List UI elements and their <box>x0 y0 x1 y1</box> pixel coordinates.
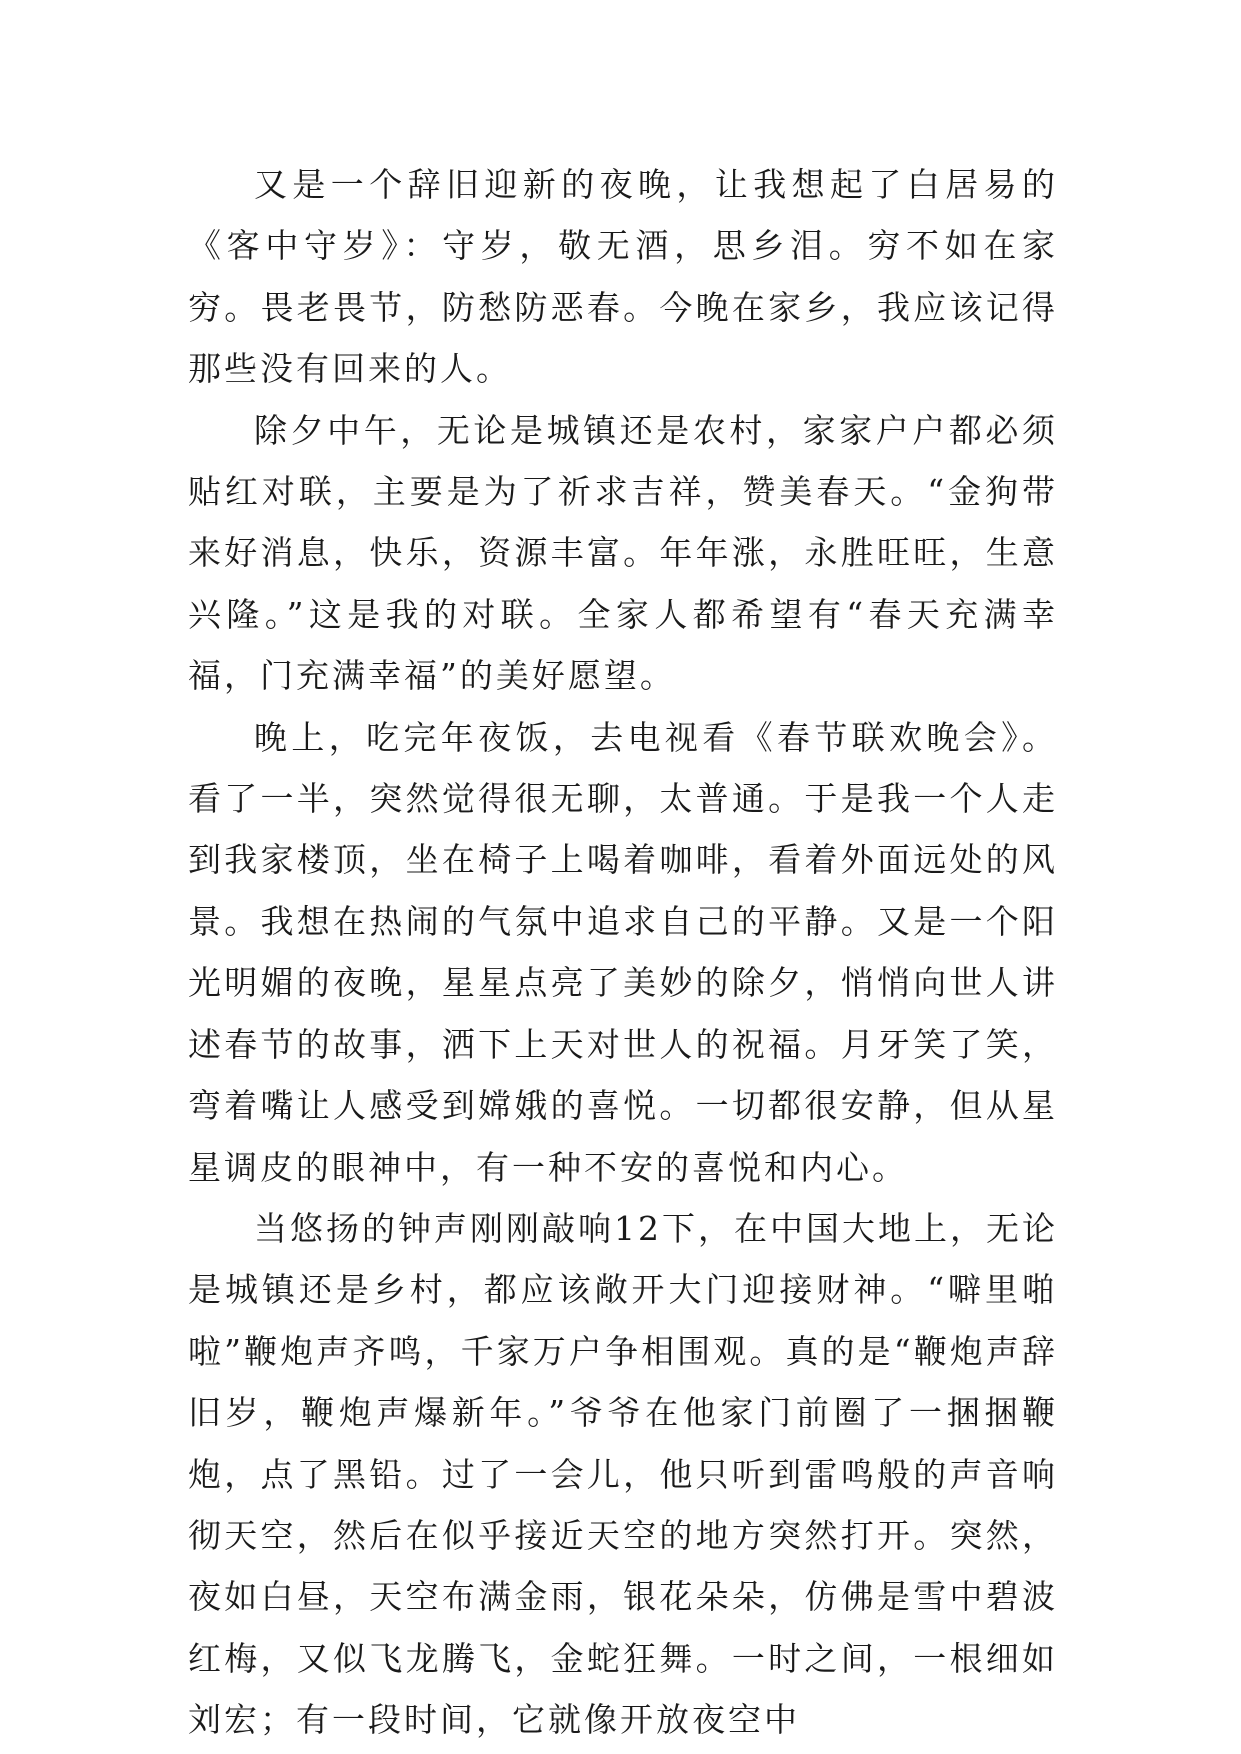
paragraph-1: 又是一个辞旧迎新的夜晚，让我想起了白居易的《客中守岁》：守岁，敬无酒，思乡泪。穷不如在家穷。畏老畏节，防愁防恶春。今晚在家乡，我应该记得那些没有回来的人。 <box>188 165 1058 389</box>
paragraph-4: 当悠扬的钟声刚刚敲响12下，在中国大地上，无论是城镇还是乡村，都应该敞开大门迎接财神。“噼里啪啦”鞭炮声齐鸣，千家万户争相围观。真的是“鞭炮声辞旧岁，鞭炮声爆新年。”爷爷在他家门前圈了一捆捆鞭炮，点了黑铅。过了一会儿，他只听到雷鸣般的声音响彻天空，然后在似乎接近天空的地方突然打开。突然，夜如白昼，天空布满金雨，银花朵朵，仿佛是雪中碧波红梅，又似飞龙腾飞，金蛇狂舞。一时之间，一根细如刘宏；有一段时间，它就像开放夜空中 <box>188 1208 1058 1740</box>
paragraph-3: 晚上，吃完年夜饭，去电视看《春节联欢晚会》。看了一半，突然觉得很无聊，太普通。于是我一个人走到我家楼顶，坐在椅子上喝着咖啡，看着外面远处的风景。我想在热闹的气氛中追求自己的平静。又是一个阳光明媚的夜晚，星星点亮了美妙的除夕，悄悄向世人讲述春节的故事，洒下上天对世人的祝福。月牙笑了笑，弯着嘴让人感受到嫦娥的喜悦。一切都很安静，但从星星调皮的眼神中，有一种不安的喜悦和内心。 <box>188 717 1058 1187</box>
essay-body <box>188 154 1058 1751</box>
paragraph-2: 除夕中午，无论是城镇还是农村，家家户户都必须贴红对联，主要是为了祈求吉祥，赞美春天。“金狗带来好消息，快乐，资源丰富。年年涨，永胜旺旺，生意兴隆。”这是我的对联。全家人都希望有“春天充满幸福，门充满幸福”的美好愿望。 <box>188 410 1058 696</box>
